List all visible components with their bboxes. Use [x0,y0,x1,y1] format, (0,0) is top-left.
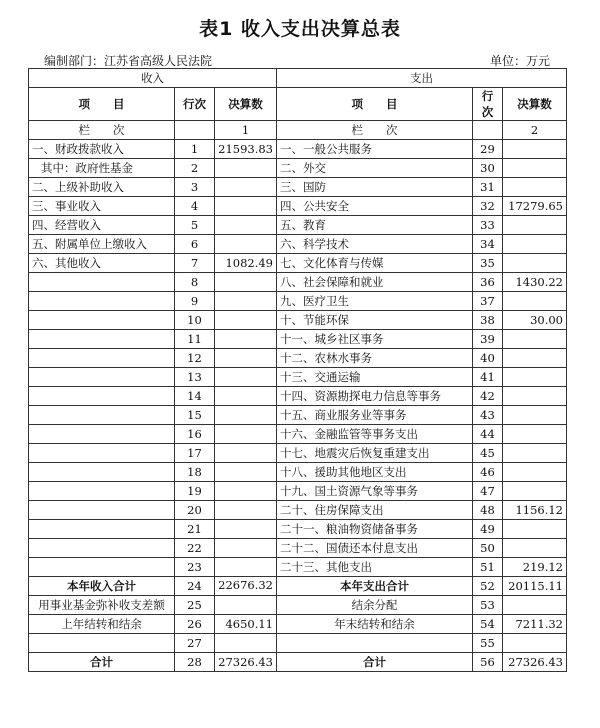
expense-amount [503,235,567,254]
expense-total-line: 52 [473,577,503,596]
unit-label: 单位：万元 [489,54,550,68]
expense-item: 十二、农林水事务 [277,349,473,368]
table-row [29,634,567,653]
income-item [29,349,175,368]
expense-item: 三、国防 [277,178,473,197]
income-line: 15 [175,406,215,425]
expense-item: 四、公共安全 [277,197,473,216]
expense-amount: 17279.65 [503,197,567,216]
table-row [29,330,567,349]
expense-total-amount: 20115.11 [503,577,567,596]
income-line: 17 [175,444,215,463]
table-row [29,140,567,159]
expense-item: 年末结转和结余 [277,615,473,634]
income-line: 25 [175,596,215,615]
income-line-header: 行次 [175,88,215,121]
expense-line: 34 [473,235,503,254]
income-line: 1 [175,140,215,159]
income-total-line: 24 [175,577,215,596]
expense-item: 十九、国土资源气象等事务 [277,482,473,501]
column-header-row [29,88,567,121]
income-item: 上年结转和结余 [29,615,175,634]
expense-line: 38 [473,311,503,330]
expense-item-header: 项 目 [277,88,473,121]
income-amount [215,634,277,653]
expense-amount [503,387,567,406]
expense-line: 41 [473,368,503,387]
expense-amount: 30.00 [503,311,567,330]
income-item [29,520,175,539]
income-line: 9 [175,292,215,311]
income-item [29,330,175,349]
expense-line: 50 [473,539,503,558]
expense-grand-line: 56 [473,653,503,672]
expense-line: 37 [473,292,503,311]
expense-amount [503,349,567,368]
income-grand-label: 合计 [29,653,175,672]
income-item [29,501,175,520]
income-item: 四、经营收入 [29,216,175,235]
table-row [29,273,567,292]
expense-amount [503,596,567,615]
income-line: 27 [175,634,215,653]
expense-item: 十三、交通运输 [277,368,473,387]
table-row [29,159,567,178]
expense-line: 46 [473,463,503,482]
income-amount: 4650.11 [215,615,277,634]
income-line: 20 [175,501,215,520]
income-grand-line: 28 [175,653,215,672]
expense-amount [503,330,567,349]
income-line: 8 [175,273,215,292]
table-row [29,425,567,444]
expense-item: 一、一般公共服务 [277,140,473,159]
column-index-row [29,121,567,140]
grand-total-row [29,653,567,672]
expense-total-label: 本年支出合计 [277,577,473,596]
expense-line: 31 [473,178,503,197]
income-line: 19 [175,482,215,501]
expense-grand-label: 合计 [277,653,473,672]
income-line: 11 [175,330,215,349]
expense-line: 49 [473,520,503,539]
expense-line: 40 [473,349,503,368]
income-amount [215,292,277,311]
expense-amount [503,406,567,425]
expense-amount [503,539,567,558]
expense-item: 十一、城乡社区事务 [277,330,473,349]
income-item [29,539,175,558]
income-line: 7 [175,254,215,273]
income-amount [215,159,277,178]
expense-line: 39 [473,330,503,349]
table-row [29,368,567,387]
expense-amount [503,520,567,539]
income-amount [215,444,277,463]
table-row [29,463,567,482]
org-label: 编制部门：江苏省高级人民法院 [44,54,213,68]
income-amount [215,596,277,615]
expense-header: 支出 [277,69,567,88]
table-row [29,197,567,216]
expense-line: 36 [473,273,503,292]
col-index-1: 1 [215,121,277,140]
expense-item: 十七、地震灾后恢复重建支出 [277,444,473,463]
table-row [29,292,567,311]
expense-item: 五、教育 [277,216,473,235]
income-item: 其中：政府性基金 [29,159,175,178]
income-total-amount: 22676.32 [215,577,277,596]
income-line: 26 [175,615,215,634]
expense-amount [503,292,567,311]
expense-line: 55 [473,634,503,653]
income-amount: 21593.83 [215,140,277,159]
expense-item: 二、外交 [277,159,473,178]
section-header-row [29,69,567,88]
table-row [29,254,567,273]
expense-item: 十五、商业服务业等事务 [277,406,473,425]
expense-amount [503,140,567,159]
expense-line: 54 [473,615,503,634]
expense-amount [503,463,567,482]
expense-item: 九、医疗卫生 [277,292,473,311]
table-row [29,558,567,577]
table-row [29,235,567,254]
expense-line: 43 [473,406,503,425]
expense-line: 44 [473,425,503,444]
expense-amount [503,178,567,197]
table-row [29,596,567,615]
expense-amount [503,482,567,501]
expense-item: 十八、援助其他地区支出 [277,463,473,482]
income-item [29,387,175,406]
expense-line: 48 [473,501,503,520]
income-line: 3 [175,178,215,197]
table-row [29,216,567,235]
income-line: 2 [175,159,215,178]
expense-grand-amount: 27326.43 [503,653,567,672]
income-line: 10 [175,311,215,330]
income-header: 收入 [29,69,277,88]
income-item [29,273,175,292]
income-amount [215,539,277,558]
table-row [29,349,567,368]
expense-item [277,634,473,653]
table-row [29,520,567,539]
income-item [29,406,175,425]
income-amount [215,368,277,387]
income-item [29,634,175,653]
income-grand-amount: 27326.43 [215,653,277,672]
expense-amount: 1430.22 [503,273,567,292]
expense-amount [503,634,567,653]
table-row [29,387,567,406]
income-item [29,482,175,501]
income-line: 12 [175,349,215,368]
income-amount [215,197,277,216]
income-total-label: 本年收入合计 [29,577,175,596]
income-item [29,444,175,463]
table-row [29,482,567,501]
expense-line: 30 [473,159,503,178]
income-amount-header: 决算数 [215,88,277,121]
income-amount [215,406,277,425]
income-line: 4 [175,197,215,216]
expense-item: 二十三、其他支出 [277,558,473,577]
income-line: 14 [175,387,215,406]
expense-item: 二十一、粮油物资储备事务 [277,520,473,539]
table-row [29,178,567,197]
income-line: 23 [175,558,215,577]
expense-amount-header: 决算数 [503,88,567,121]
income-amount [215,273,277,292]
expense-line-header: 行 次 [473,88,503,121]
expense-item: 七、文化体育与传媒 [277,254,473,273]
income-item [29,425,175,444]
income-item [29,463,175,482]
expense-line: 33 [473,216,503,235]
expense-item: 十六、金融监管等事务支出 [277,425,473,444]
col-label: 栏 次 [29,121,175,140]
income-amount [215,235,277,254]
expense-line: 42 [473,387,503,406]
income-amount [215,463,277,482]
expense-line: 53 [473,596,503,615]
expense-amount [503,159,567,178]
expense-line: 45 [473,444,503,463]
expense-item: 结余分配 [277,596,473,615]
income-line: 5 [175,216,215,235]
expense-item: 十、节能环保 [277,311,473,330]
page-title: 表1 收入支出决算总表 [199,18,401,40]
expense-amount: 219.12 [503,558,567,577]
expense-line: 51 [473,558,503,577]
table-row [29,444,567,463]
income-line: 22 [175,539,215,558]
income-item: 三、事业收入 [29,197,175,216]
income-item: 二、上级补助收入 [29,178,175,197]
income-amount [215,501,277,520]
expense-amount: 1156.12 [503,501,567,520]
income-amount [215,387,277,406]
expense-line: 29 [473,140,503,159]
expense-amount [503,444,567,463]
table-row [29,406,567,425]
income-line: 18 [175,463,215,482]
expense-line: 35 [473,254,503,273]
expense-item: 十四、资源勘探电力信息等事务 [277,387,473,406]
col-index-2: 2 [503,121,567,140]
income-line: 21 [175,520,215,539]
income-item: 用事业基金弥补收支差额 [29,596,175,615]
income-amount [215,311,277,330]
expense-amount: 7211.32 [503,615,567,634]
budget-table [28,68,567,672]
expense-item: 六、科学技术 [277,235,473,254]
table-row [29,615,567,634]
expense-line: 32 [473,197,503,216]
income-amount: 1082.49 [215,254,277,273]
income-amount [215,558,277,577]
income-line: 6 [175,235,215,254]
table-row [29,539,567,558]
income-amount [215,216,277,235]
col-label: 栏 次 [277,121,473,140]
income-item [29,368,175,387]
income-line: 16 [175,425,215,444]
expense-item: 八、社会保障和就业 [277,273,473,292]
income-amount [215,330,277,349]
income-item [29,311,175,330]
income-amount [215,425,277,444]
income-amount [215,349,277,368]
table-row [29,501,567,520]
income-amount [215,482,277,501]
income-item: 六、其他收入 [29,254,175,273]
income-amount [215,520,277,539]
income-item: 一、财政拨款收入 [29,140,175,159]
expense-amount [503,425,567,444]
income-item-header: 项 目 [29,88,175,121]
expense-amount [503,368,567,387]
table-row [29,311,567,330]
income-amount [215,178,277,197]
income-item [29,558,175,577]
expense-item: 二十、住房保障支出 [277,501,473,520]
annual-total-row [29,577,567,596]
income-item [29,292,175,311]
income-item: 五、附属单位上缴收入 [29,235,175,254]
income-line: 13 [175,368,215,387]
expense-item: 二十二、国债还本付息支出 [277,539,473,558]
expense-line: 47 [473,482,503,501]
expense-amount [503,216,567,235]
expense-amount [503,254,567,273]
